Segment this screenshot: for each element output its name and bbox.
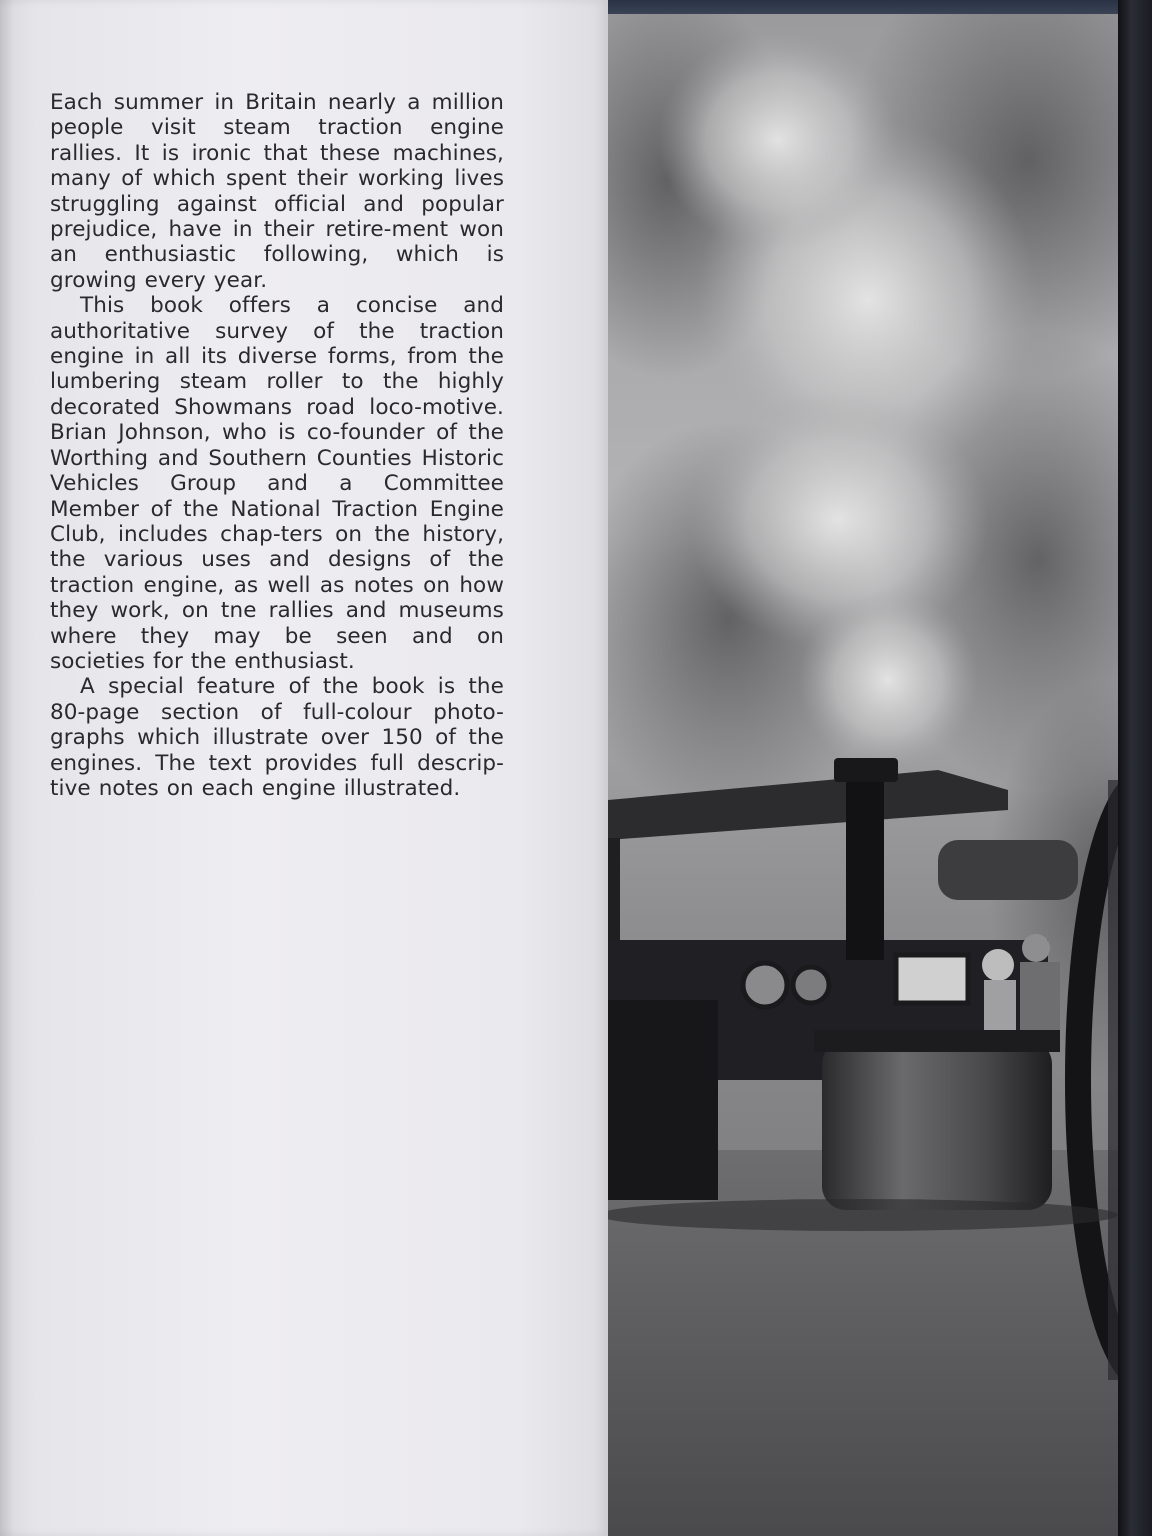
flap-shadow-edge (0, 0, 14, 1536)
blurb-paragraph-1: Each summer in Britain nearly a million people visit steam traction engine rallies. It is ironic that these machines, many of which spent their working lives struggling against official and popular prejudice, have in their retire-ment won an enthusiastic following, which is growing every year. (50, 90, 504, 293)
steam-roller-photo (608, 0, 1152, 1536)
book-cover-edge (1118, 0, 1152, 1536)
blurb-text (50, 90, 504, 801)
cover-top-band (608, 0, 1152, 14)
blurb-paragraph-3: A special feature of the book is the 80-page section of full-colour photo-graphs which illustrate over 150 of the engines. The text provides full descrip-tive notes on each engine illustrated. (50, 674, 504, 801)
blurb-paragraph-2: This book offers a concise and authoritative survey of the traction engine in all its diverse forms, from the lumbering steam roller to the highly decorated Showmans road loco-motive. Brian Johnson, who is co-founder of the Worthing and Southern Counties Historic Vehicles Group and a Committee Member of the National Traction Engine Club, includes chap-ters on the history, the various uses and designs of the traction engine, as well as notes on how they work, on tne rallies and museums where they may be seen and on societies for the enthusiast. (50, 293, 504, 674)
